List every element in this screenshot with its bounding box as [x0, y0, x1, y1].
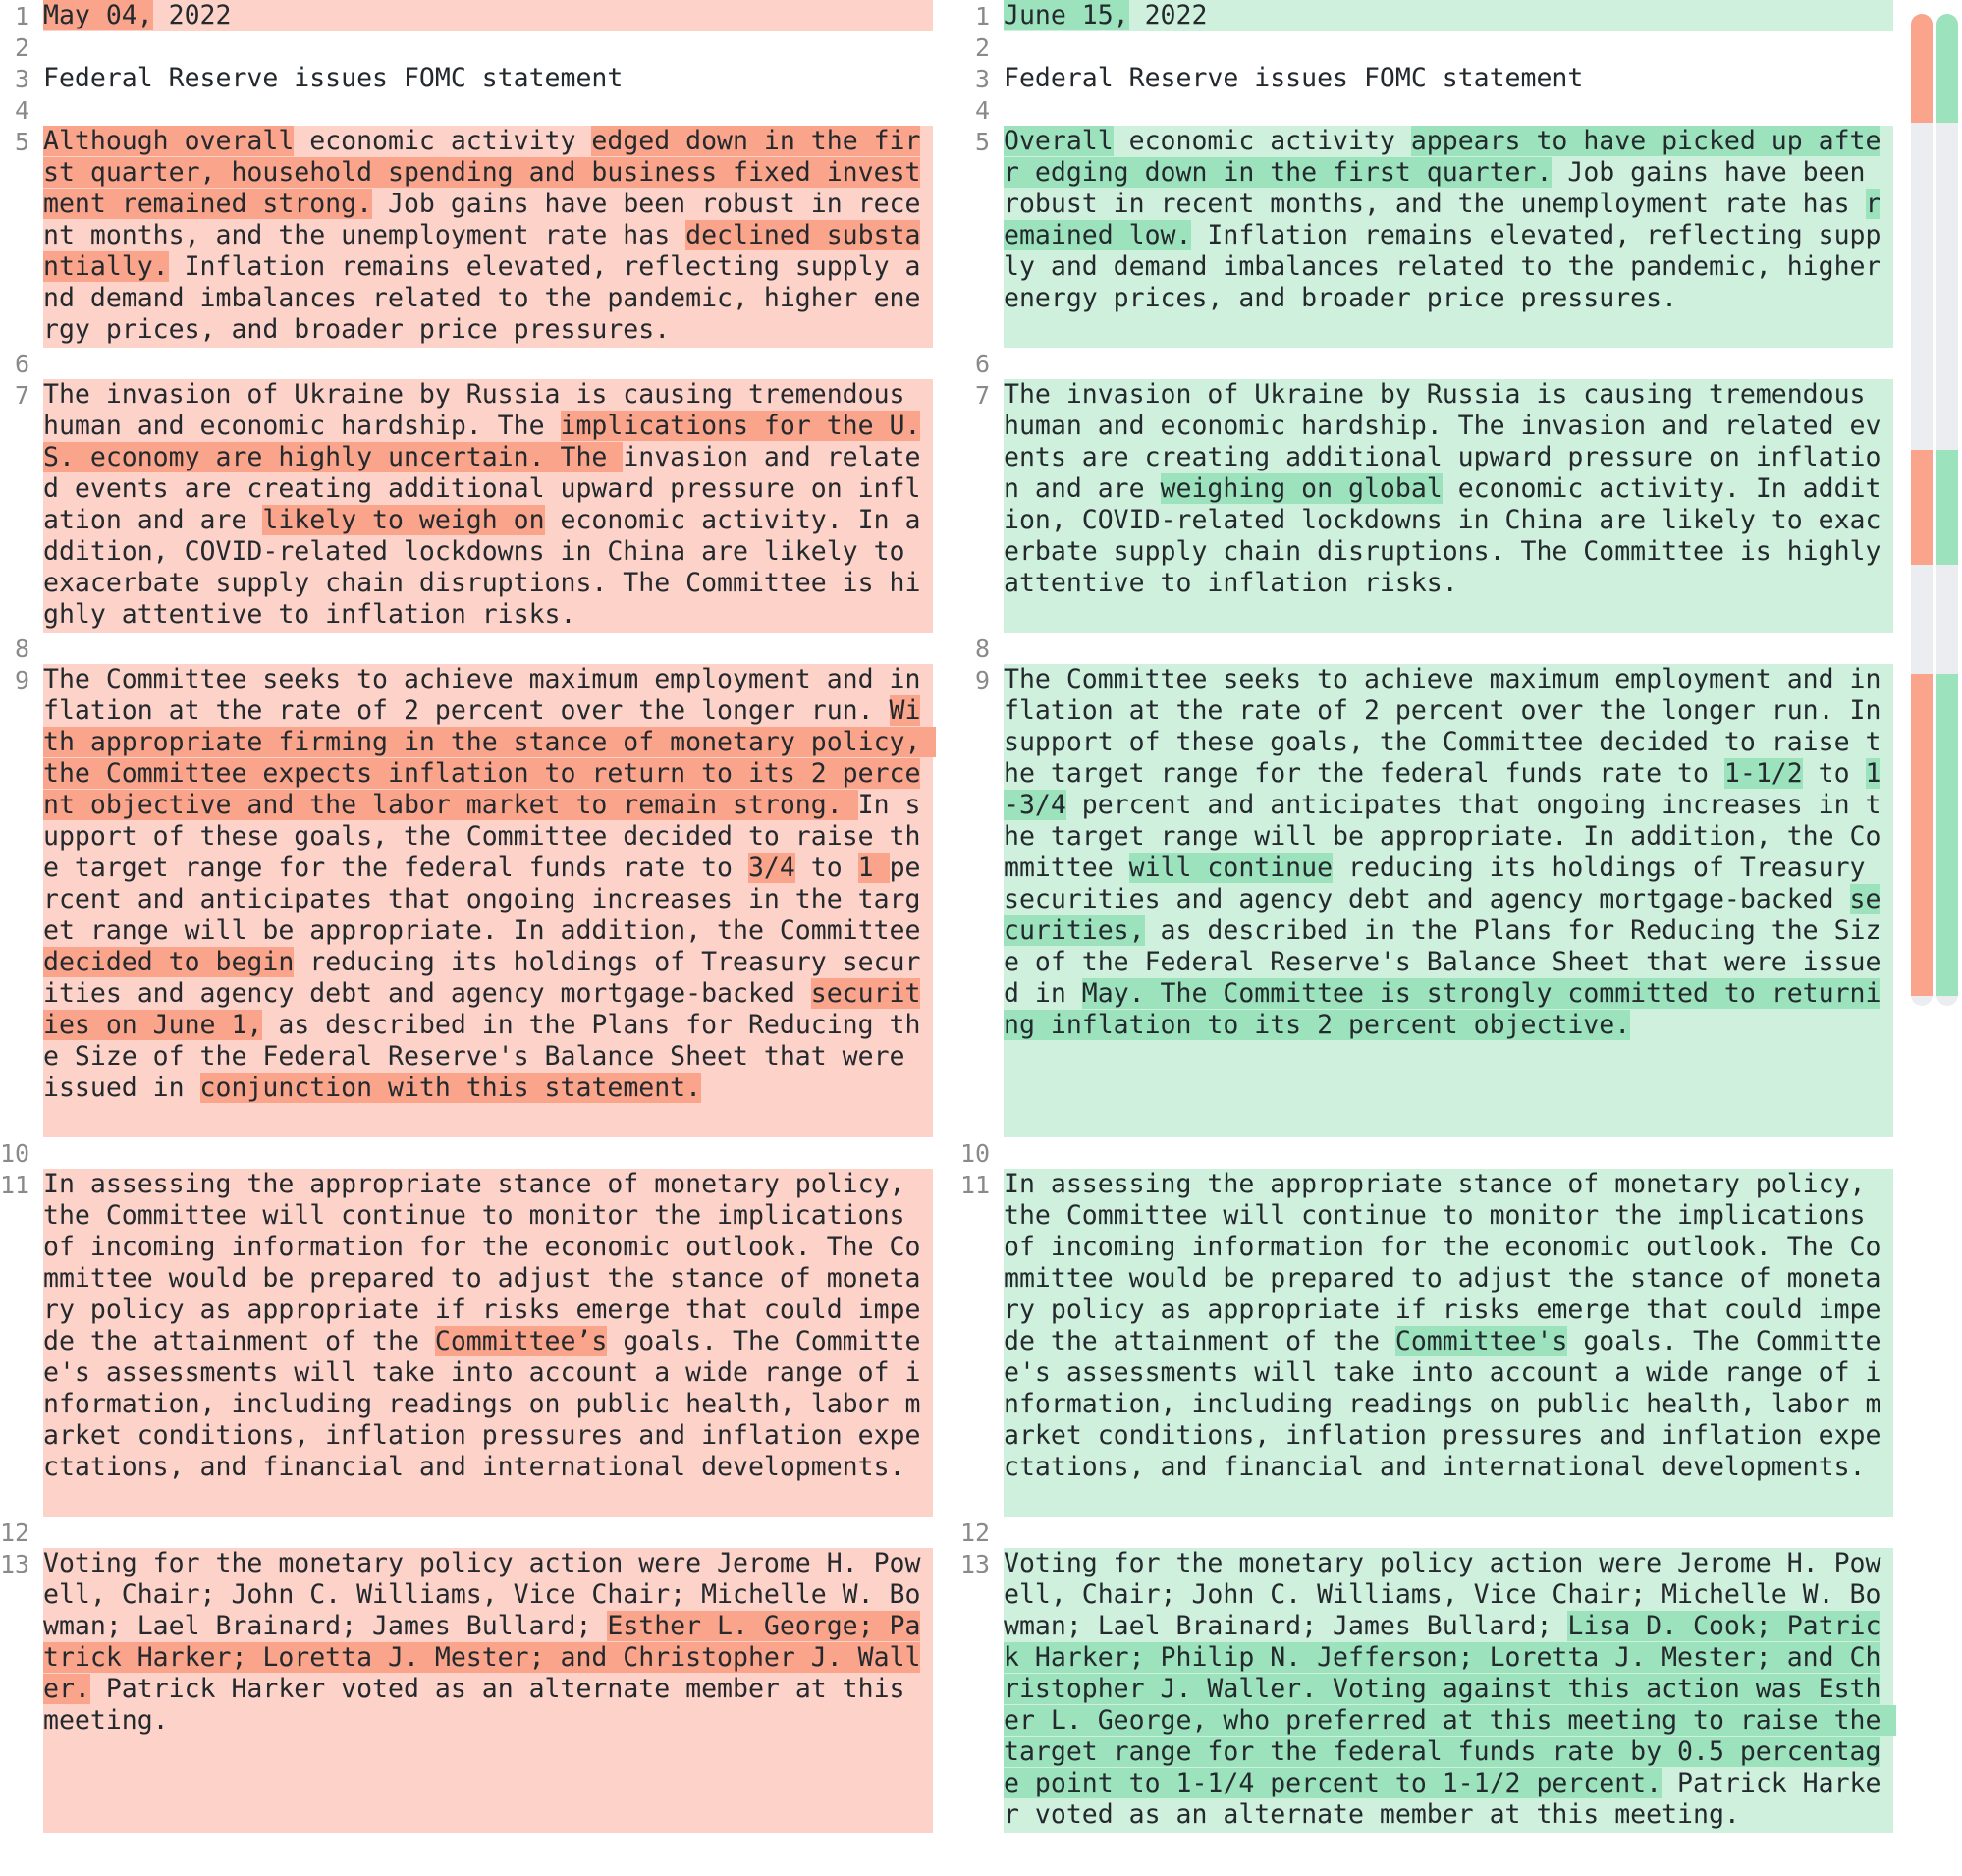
minimap-deletions-track[interactable]: [1911, 14, 1933, 1006]
right-line-9: [960, 664, 1903, 1137]
left-line-12: [0, 1517, 943, 1548]
left-line-11: [0, 1169, 943, 1517]
line-text: [1004, 379, 1897, 633]
line-text: [1004, 0, 1893, 31]
unchanged-text: Voting for the monetary policy action were Jerome H. Powell, Chair; John C. Williams, Vice Chair; Michelle W. Bowman; Lael Brainard; James Bullard;: [1004, 1548, 1881, 1641]
unchanged-text: In support of these goals, the Committee decided to raise the target range for the federal funds rate to: [43, 790, 921, 883]
unchanged-text: In assessing the appropriate stance of monetary policy, the Committee will continue to monitor the implications of incoming information for the economic outlook. The Committee would be prepared to adjust the stance of monetary policy as appropriate if risks emerge that could impede the attainment of the: [43, 1169, 921, 1356]
minimap-deleted-marker[interactable]: [1911, 450, 1933, 564]
deleted-text: May 04,: [43, 0, 153, 30]
minimap-deleted-marker[interactable]: [1911, 14, 1933, 123]
right-line-13: [960, 1548, 1903, 1833]
line-number: 5: [14, 128, 29, 156]
right-line-8: [960, 633, 1903, 664]
line-text: [43, 126, 933, 348]
unchanged-text: The Committee seeks to achieve maximum employment and inflation at the rate of 2 percent over the longer run. In support of these goals, the Committee decided to raise the target range for the federal funds rate to: [1004, 664, 1897, 789]
inserted-text: appears to have picked up after edging down in the first quarter.: [1004, 126, 1881, 188]
unchanged-text: to: [794, 853, 858, 883]
line-text: [1004, 63, 1893, 94]
minimap-unchanged-marker[interactable]: [1936, 123, 1958, 450]
unchanged-text: Job gains have been robust in recent months, and the unemployment rate has: [1004, 157, 1881, 219]
deleted-text: edged down in the first quarter, household spending and business fixed investment remained strong.: [43, 126, 921, 219]
line-text: [43, 664, 937, 1137]
line-text: [43, 379, 933, 633]
line-number: 8: [974, 635, 990, 663]
minimap-inserted-marker[interactable]: [1936, 450, 1958, 564]
line-text: [1004, 1548, 1897, 1833]
left-line-1: [0, 0, 943, 31]
line-number: 7: [974, 381, 990, 410]
unchanged-text: economic activity. In addition, COVID-related lockdowns in China are likely to exacerbate supply chain disruptions. The Committee is highly attentive to inflation risks.: [43, 505, 921, 630]
minimap-unchanged-marker[interactable]: [1936, 565, 1958, 674]
minimap-inserted-marker[interactable]: [1936, 674, 1958, 996]
right-line-10: [960, 1137, 1903, 1169]
changed-text-pane[interactable]: [960, 0, 1903, 1833]
unchanged-text: The invasion of Ukraine by Russia is causing tremendous human and economic hardship. The: [43, 379, 921, 441]
unchanged-text: as described in the Plans for Reducing the Size of the Federal Reserve's Balance Sheet that were issued in: [43, 1010, 921, 1103]
inserted-text: Lisa D. Cook; Patrick Harker; Philip N. Jefferson; Loretta J. Mester; and Christopher J. Waller. Voting against this action was Esther L. George, who preferred at this meeting to raise the target range for the federal funds rate by 0.5 percentage point to 1-1/4 percent to 1-1/2 percent.: [1004, 1611, 1897, 1798]
line-text: [1004, 126, 1897, 348]
unchanged-text: to: [1802, 758, 1866, 789]
deleted-text: implications for the U.S. economy are highly uncertain. The: [43, 411, 921, 472]
inserted-text: June 15,: [1004, 0, 1129, 30]
unchanged-text: Inflation remains elevated, reflecting supply and demand imbalances related to the pandemic, higher energy prices, and broader price pressures.: [1004, 220, 1897, 313]
deleted-text: declined substantially.: [43, 220, 921, 282]
line-text: [1004, 1137, 1893, 1169]
inserted-text: remained low.: [1004, 189, 1881, 250]
inserted-text: Committee's: [1394, 1326, 1568, 1356]
unchanged-text: Inflation remains elevated, reflecting supply and demand imbalances related to the pandemic, higher energy prices, and broader price pressures.: [43, 251, 921, 345]
left-line-3: [0, 63, 943, 94]
unchanged-text: goals. The Committee's assessments will take into account a wide range of information, including readings on public health, labor market conditions, inflation pressures and inflation expectations, and financial and international developments.: [43, 1326, 921, 1482]
unchanged-text: 2022: [1128, 0, 1208, 30]
unchanged-text: Job gains have been robust in recent months, and the unemployment rate has: [43, 189, 921, 250]
left-line-4: [0, 94, 943, 126]
left-line-6: [0, 348, 943, 379]
unchanged-text: The Committee seeks to achieve maximum employment and inflation at the rate of 2 percent over the longer run.: [43, 664, 921, 726]
right-line-5: [960, 126, 1903, 348]
line-text: [43, 1517, 933, 1548]
line-text: [43, 348, 933, 379]
inserted-text: May. The Committee is strongly committed to returning inflation to its 2 percent objective.: [1004, 978, 1881, 1040]
line-text: [43, 0, 933, 31]
line-number: 2: [974, 33, 990, 62]
line-number: 6: [14, 350, 29, 378]
unchanged-text: economic activity: [1113, 126, 1411, 156]
line-text: [1004, 1169, 1893, 1517]
right-line-1: [960, 0, 1903, 31]
line-number: 5: [974, 128, 990, 156]
inserted-text: Overall: [1004, 126, 1114, 156]
deleted-text: conjunction with this statement.: [199, 1073, 702, 1103]
left-line-2: [0, 31, 943, 63]
line-text: [1004, 348, 1893, 379]
inserted-text: 1-3/4: [1004, 758, 1881, 820]
minimap-unchanged-marker[interactable]: [1911, 565, 1933, 674]
line-text: [1004, 94, 1893, 126]
unchanged-text: invasion and related events are creating additional upward pressure on inflation and are: [43, 442, 921, 535]
inserted-text: will continue: [1128, 853, 1334, 883]
line-number: 7: [14, 381, 29, 410]
unchanged-text: economic activity: [294, 126, 592, 156]
unchanged-text: as described in the Plans for Reducing the Size of the Federal Reserve's Balance Sheet that were issued in: [1004, 915, 1881, 1009]
line-number: 10: [960, 1139, 991, 1168]
line-number: 13: [960, 1550, 991, 1578]
line-number: 12: [0, 1518, 30, 1547]
minimap-insertions-track[interactable]: [1936, 14, 1958, 1006]
line-text: [43, 633, 933, 664]
unchanged-text: reducing its holdings of Treasury securities and agency debt and agency mortgage-backed: [43, 947, 921, 1009]
left-line-10: [0, 1137, 943, 1169]
deleted-text: 3/4: [747, 853, 795, 883]
line-number: 3: [974, 65, 990, 93]
right-line-7: [960, 379, 1903, 633]
inserted-text: 1-1/2: [1723, 758, 1803, 789]
line-number: 6: [974, 350, 990, 378]
unchanged-text: In assessing the appropriate stance of monetary policy, the Committee will continue to monitor the implications of incoming information for the economic outlook. The Committee would be prepared to adjust the stance of monetary policy as appropriate if risks emerge that could impede the attainment of the: [1004, 1169, 1881, 1356]
unchanged-text: Patrick Harker voted as an alternate member at this meeting.: [1004, 1768, 1881, 1830]
unchanged-text: The invasion of Ukraine by Russia is causing tremendous human and economic hardship. The invasion and related events are creating additional upward pressure on inflation and are: [1004, 379, 1881, 504]
inserted-text: securities,: [1004, 884, 1881, 946]
unchanged-text: reducing its holdings of Treasury securities and agency debt and agency mortgage-backed: [1004, 853, 1881, 914]
unchanged-text: Voting for the monetary policy action were Jerome H. Powell, Chair; John C. Williams, Vice Chair; Michelle W. Bowman; Lael Brainard; James Bullard;: [43, 1548, 921, 1641]
line-number: 11: [960, 1171, 991, 1199]
line-number: 11: [0, 1171, 30, 1199]
line-text: [1004, 633, 1893, 664]
line-text: [43, 63, 933, 94]
line-number: 4: [974, 96, 990, 125]
line-text: [43, 1137, 933, 1169]
line-number: 4: [14, 96, 29, 125]
unchanged-text: 2022: [152, 0, 232, 30]
unchanged-text: percent and anticipates that ongoing increases in the target range will be appropriate. In addition, the Committee: [1004, 790, 1881, 883]
left-line-9: [0, 664, 943, 1137]
original-text-pane[interactable]: [0, 0, 943, 1833]
unchanged-text: Patrick Harker voted as an alternate member at this meeting.: [43, 1674, 921, 1736]
minimap-inserted-marker[interactable]: [1936, 14, 1958, 123]
deleted-text: decided to begin: [43, 947, 295, 977]
minimap-unchanged-marker[interactable]: [1911, 123, 1933, 450]
line-text: [43, 1169, 933, 1517]
line-number: 3: [14, 65, 29, 93]
left-line-7: [0, 379, 943, 633]
line-number: 1: [14, 2, 29, 30]
line-number: 12: [960, 1518, 991, 1547]
right-line-12: [960, 1517, 1903, 1548]
unchanged-text: Federal Reserve issues FOMC statement: [43, 63, 624, 93]
left-line-13: [0, 1548, 943, 1833]
deleted-text: With appropriate firming in the stance of monetary policy, the Committee expects inflation to return to its 2 percent objective and the labor market to remain strong.: [43, 695, 937, 820]
right-line-6: [960, 348, 1903, 379]
inserted-text: weighing on global: [1160, 473, 1443, 504]
line-number: 2: [14, 33, 29, 62]
line-number: 9: [14, 666, 29, 694]
minimap-deleted-marker[interactable]: [1911, 674, 1933, 996]
line-text: [43, 1548, 933, 1833]
deleted-text: Esther L. George; Patrick Harker; Loretta J. Mester; and Christopher J. Waller.: [43, 1611, 921, 1704]
unchanged-text: goals. The Committee's assessments will take into account a wide range of information, including readings on public health, labor market conditions, inflation pressures and inflation expectations, and financial and international developments.: [1004, 1326, 1881, 1482]
line-number: 9: [974, 666, 990, 694]
deleted-text: Committee’s: [434, 1326, 608, 1356]
left-line-8: [0, 633, 943, 664]
line-number: 10: [0, 1139, 30, 1168]
unchanged-text: percent and anticipates that ongoing increases in the target range will be appropriate. In addition, the Committee: [43, 853, 937, 946]
line-text: [1004, 664, 1897, 1137]
line-number: 8: [14, 635, 29, 663]
unchanged-text: economic activity. In addition, COVID-related lockdowns in China are likely to exacerbate supply chain disruptions. The Committee is highly attentive to inflation risks.: [1004, 473, 1897, 598]
line-number: 13: [0, 1550, 30, 1578]
right-line-11: [960, 1169, 1903, 1517]
line-text: [1004, 1517, 1893, 1548]
deleted-text: 1: [857, 853, 890, 883]
line-text: [43, 94, 933, 126]
line-text: [1004, 31, 1893, 63]
line-text: [43, 31, 933, 63]
line-number: 1: [974, 2, 990, 30]
deleted-text: likely to weigh on: [262, 505, 545, 535]
right-line-4: [960, 94, 1903, 126]
right-line-2: [960, 31, 1903, 63]
right-line-3: [960, 63, 1903, 94]
left-line-5: [0, 126, 943, 348]
deleted-text: securities on June 1,: [43, 978, 921, 1040]
unchanged-text: Federal Reserve issues FOMC statement: [1004, 63, 1584, 93]
diff-minimap[interactable]: [1911, 14, 1962, 1006]
deleted-text: Although overall: [43, 126, 295, 156]
